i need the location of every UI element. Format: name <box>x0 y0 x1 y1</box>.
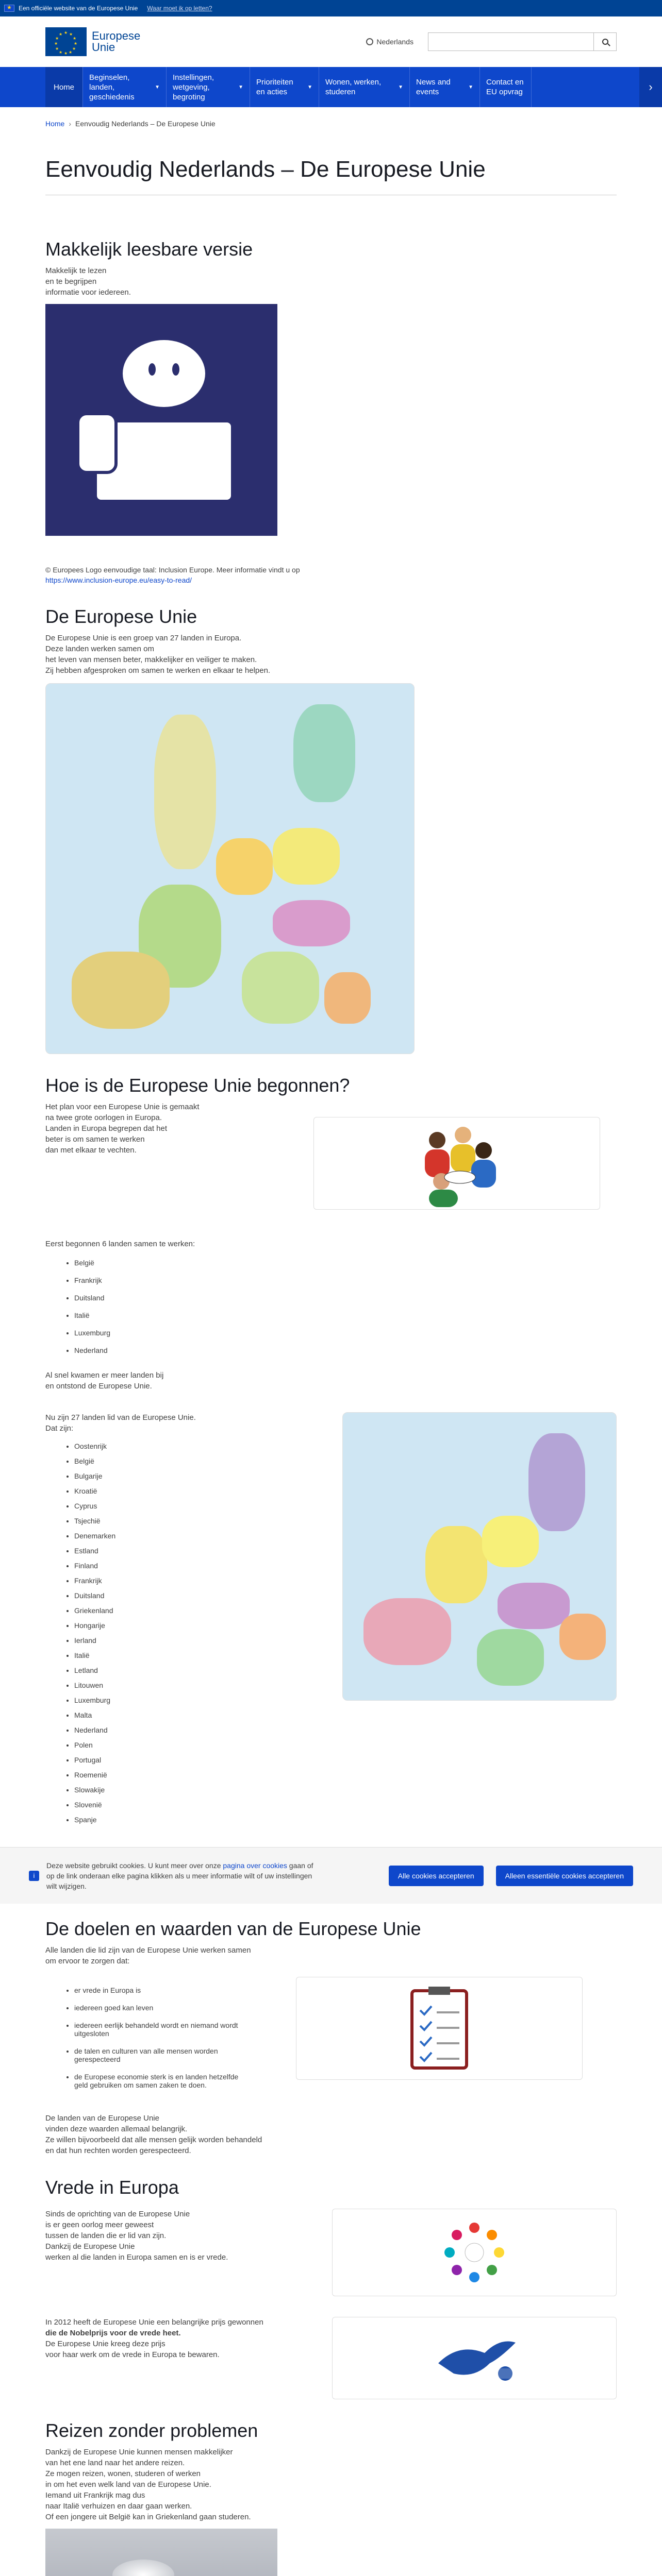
section-title-easy: Makkelijk leesbare versie <box>45 239 253 260</box>
chevron-down-icon: ▼ <box>155 84 160 90</box>
list-item: • iedereen eerlijk behandeld wordt en niemand wordt uitgesloten <box>74 2021 244 2038</box>
begin-line: na twee grote oorlogen in Europa. <box>45 1113 162 1122</box>
site-header <box>0 16 662 67</box>
list-item: • Nederland <box>74 1726 322 1734</box>
travel-line: in om het even welk land van de Europese Unie. <box>45 2480 211 2489</box>
easy-line: Makkelijk te lezen <box>45 266 107 275</box>
goals-after-line: De landen van de Europese Unie <box>45 2114 159 2123</box>
eu-flag-icon <box>4 5 14 12</box>
nav-item-beginselen[interactable]: Beginselen, landen, geschiedenis ▼ <box>83 67 167 107</box>
list-item: • Ierland <box>74 1636 322 1645</box>
list-item: • Bulgarije <box>74 1472 322 1480</box>
accept-essential-cookies-button[interactable]: Alleen essentiële cookies accepteren <box>496 1866 633 1886</box>
list-item: • Spanje <box>74 1816 322 1824</box>
begin-line: dan met elkaar te vechten. <box>45 1146 137 1155</box>
now-line: Nu zijn 27 landen lid van de Europese Unie. <box>45 1413 196 1422</box>
easy-to-read-logo-icon <box>45 304 277 536</box>
list-item: • Nederland <box>74 1346 617 1354</box>
list-item: • Hongarije <box>74 1621 322 1630</box>
goals-after-line: Ze willen bijvoorbeeld dat alle mensen gelijk worden behandeld <box>45 2136 262 2144</box>
eu-line: het leven van mensen beter, makkelijker en veiliger te maken. <box>45 655 257 664</box>
list-item: • de talen en culturen van alle mensen worden gerespecteerd <box>74 2047 244 2063</box>
nobel-line: In 2012 heeft de Europese Unie een belangrijke prijs gewonnen <box>45 2318 263 2327</box>
section-title-eu: De Europese Unie <box>45 606 197 627</box>
goals-line: om ervoor te zorgen dat: <box>45 1957 130 1965</box>
list-item: • Denemarken <box>74 1532 322 1540</box>
inclusion-europe-link[interactable]: https://www.inclusion-europe.eu/easy-to-read/ <box>45 576 192 584</box>
cookie-banner <box>0 1847 662 1904</box>
list-item: • Letland <box>74 1666 322 1674</box>
search-icon <box>602 39 608 45</box>
cookie-page-link[interactable]: pagina over cookies <box>223 1861 287 1870</box>
chevron-down-icon: ▼ <box>468 84 474 90</box>
chevron-down-icon: ▼ <box>238 84 244 90</box>
nobel-line: die de Nobelprijs voor de vrede heet. <box>45 2329 181 2337</box>
list-item: • Oostenrijk <box>74 1442 322 1450</box>
list-item: • Luxemburg <box>74 1696 322 1704</box>
main-navigation <box>0 67 662 107</box>
list-item: • Tsjechië <box>74 1517 322 1525</box>
list-item: • Italië <box>74 1651 322 1659</box>
travel-line: Dankzij de Europese Unie kunnen mensen makkelijker <box>45 2448 233 2456</box>
peace-line: tussen de landen die er lid van zijn. <box>45 2231 167 2240</box>
info-icon: i <box>29 1871 39 1881</box>
search-button[interactable] <box>593 33 616 50</box>
list-item: • Cyprus <box>74 1502 322 1510</box>
language-label: Nederlands <box>376 38 413 46</box>
peace-line: Sinds de oprichting van de Europese Unie <box>45 2210 190 2218</box>
begin-line: Het plan voor een Europese Unie is gemaakt <box>45 1103 200 1111</box>
begin-line: beter is om samen te werken <box>45 1135 145 1144</box>
logo-caption: © Europees Logo eenvoudige taal: Inclusion Europe. Meer informatie vindt u op https://www.inclusion-europe.eu/easy-to-read/ <box>45 566 300 584</box>
travel-line: Iemand uit Frankrijk mag dus <box>45 2491 145 2500</box>
later-line: en ontstond de Europese Unie. <box>45 1382 152 1391</box>
people-cheering-photo <box>45 2529 277 2576</box>
peace-line: werken al die landen in Europa samen en is er vrede. <box>45 2253 228 2262</box>
easy-line: informatie voor iedereen. <box>45 288 131 297</box>
breadcrumb <box>0 107 662 128</box>
travel-line: Ze mogen reizen, wonen, studeren of werken <box>45 2469 201 2478</box>
chevron-right-icon: › <box>69 120 72 128</box>
logo-text-line2: Unie <box>92 41 115 54</box>
list-item: • Roemenië <box>74 1771 322 1779</box>
nobel-line: De Europese Unie kreeg deze prijs <box>45 2340 166 2348</box>
section-title-travel: Reizen zonder problemen <box>45 2420 258 2441</box>
section-title-begin: Hoe is de Europese Unie begonnen? <box>45 1075 350 1096</box>
list-item: • Polen <box>74 1741 322 1749</box>
people-meeting-illustration-icon <box>313 1117 600 1210</box>
language-selector[interactable] <box>366 38 413 46</box>
eu-line: De Europese Unie is een groep van 27 landen in Europa. <box>45 634 242 642</box>
nav-item-news[interactable]: News and events ▼ <box>410 67 480 107</box>
nobel-line: voor haar werk om de vrede in Europa te bewaren. <box>45 2350 220 2359</box>
logo-text-line1: Europese <box>92 29 141 42</box>
list-item: • Litouwen <box>74 1681 322 1689</box>
list-item: • België <box>74 1259 617 1267</box>
official-site-text: Een officiële website van de Europese Unie <box>19 5 138 12</box>
list-item: • Estland <box>74 1547 322 1555</box>
first6-intro: Eerst begonnen 6 landen samen te werken: <box>45 1240 195 1248</box>
nav-item-home[interactable]: Home <box>45 67 83 107</box>
eu-line: Zij hebben afgesproken om samen te werken en elkaar te helpen. <box>45 666 271 675</box>
begin-line: Landen in Europa begrepen dat het <box>45 1124 168 1133</box>
goals-line: Alle landen die lid zijn van de Europese Unie werken samen <box>45 1946 251 1955</box>
search-box <box>428 32 617 51</box>
people-circle-icon <box>332 2209 617 2296</box>
goals-after-line: en dat hun rechten worden gerespecteerd. <box>45 2146 191 2155</box>
easy-line: en te begrijpen <box>45 277 97 286</box>
accept-all-cookies-button[interactable]: Alle cookies accepteren <box>389 1866 484 1886</box>
official-site-bar <box>0 0 662 16</box>
cookie-text: Deze website gebruikt cookies. U kunt meer over onze pagina over cookies gaan of op de link onderaan elke pagina klikken als u meer informatie wilt of uw instellingen wilt wijzigen. <box>46 1861 313 1890</box>
list-item: • Griekenland <box>74 1606 322 1615</box>
chevron-down-icon: ▼ <box>307 84 313 90</box>
search-input[interactable] <box>428 33 593 50</box>
later-line: Al snel kwamen er meer landen bij <box>45 1371 164 1380</box>
travel-line: naar Italië verhuizen en daar gaan werken. <box>45 2502 192 2511</box>
list-item: • Italië <box>74 1311 617 1319</box>
nav-next-arrow-icon[interactable]: › <box>639 67 662 107</box>
eu-members-map-image <box>342 1412 617 1701</box>
section-title-peace: Vrede in Europa <box>45 2177 179 2198</box>
page-title: Eenvoudig Nederlands – De Europese Unie <box>45 157 617 195</box>
official-site-link[interactable]: Waar moet ik op letten? <box>147 5 212 12</box>
list-item: • België <box>74 1457 322 1465</box>
list-item: • Malta <box>74 1711 322 1719</box>
list-item: • er vrede in Europa is <box>74 1986 244 1994</box>
peace-dove-icon <box>332 2317 617 2399</box>
travel-line: van het ene land naar het andere reizen. <box>45 2459 185 2467</box>
now-line: Dat zijn: <box>45 1424 74 1433</box>
peace-line: is er geen oorlog meer geweest <box>45 2221 154 2229</box>
list-item: • Duitsland <box>74 1294 617 1302</box>
list-item: • Frankrijk <box>74 1276 617 1284</box>
eu-line: Deze landen werken samen om <box>45 645 154 653</box>
nav-item-contact[interactable]: Contact en EU opvrag <box>480 67 532 107</box>
eu-logo[interactable] <box>45 27 140 56</box>
list-item: • Slovenië <box>74 1801 322 1809</box>
globe-icon <box>366 38 373 45</box>
peace-line: Dankzij de Europese Unie <box>45 2242 135 2251</box>
section-title-goals: De doelen en waarden van de Europese Unie <box>45 1918 421 1939</box>
list-item: • iedereen goed kan leven <box>74 2004 244 2012</box>
eu-flag-logo-icon: ★ ★ ★ ★ ★ ★ ★ ★ ★ ★ ★ ★ <box>45 27 87 56</box>
list-item: • Duitsland <box>74 1591 322 1600</box>
list-item: • Luxemburg <box>74 1329 617 1337</box>
chevron-down-icon: ▼ <box>398 84 404 90</box>
list-item: • de Europese economie sterk is en landen hetzelfde geld gebruiken om samen zaken te doen. <box>74 2073 244 2089</box>
breadcrumb-current: Eenvoudig Nederlands – De Europese Unie <box>75 120 216 128</box>
nav-item-instellingen[interactable]: Instellingen, wetgeving, begroting ▼ <box>167 67 250 107</box>
travel-line: Of een jongere uit België kan in Griekenland gaan studeren. <box>45 2513 251 2521</box>
goals-after-line: vinden deze waarden allemaal belangrijk. <box>45 2125 188 2133</box>
list-item: • Frankrijk <box>74 1577 322 1585</box>
list-item: • Finland <box>74 1562 322 1570</box>
nav-item-wonen[interactable]: Wonen, werken, studeren ▼ <box>319 67 410 107</box>
eu-map-image <box>45 683 415 1054</box>
list-item: • Slowakije <box>74 1786 322 1794</box>
nav-item-prioriteiten[interactable]: Prioriteiten en acties ▼ <box>250 67 319 107</box>
breadcrumb-home[interactable]: Home <box>45 120 65 128</box>
list-item: • Portugal <box>74 1756 322 1764</box>
list-item: • Kroatië <box>74 1487 322 1495</box>
checklist-clipboard-icon <box>296 1977 583 2080</box>
